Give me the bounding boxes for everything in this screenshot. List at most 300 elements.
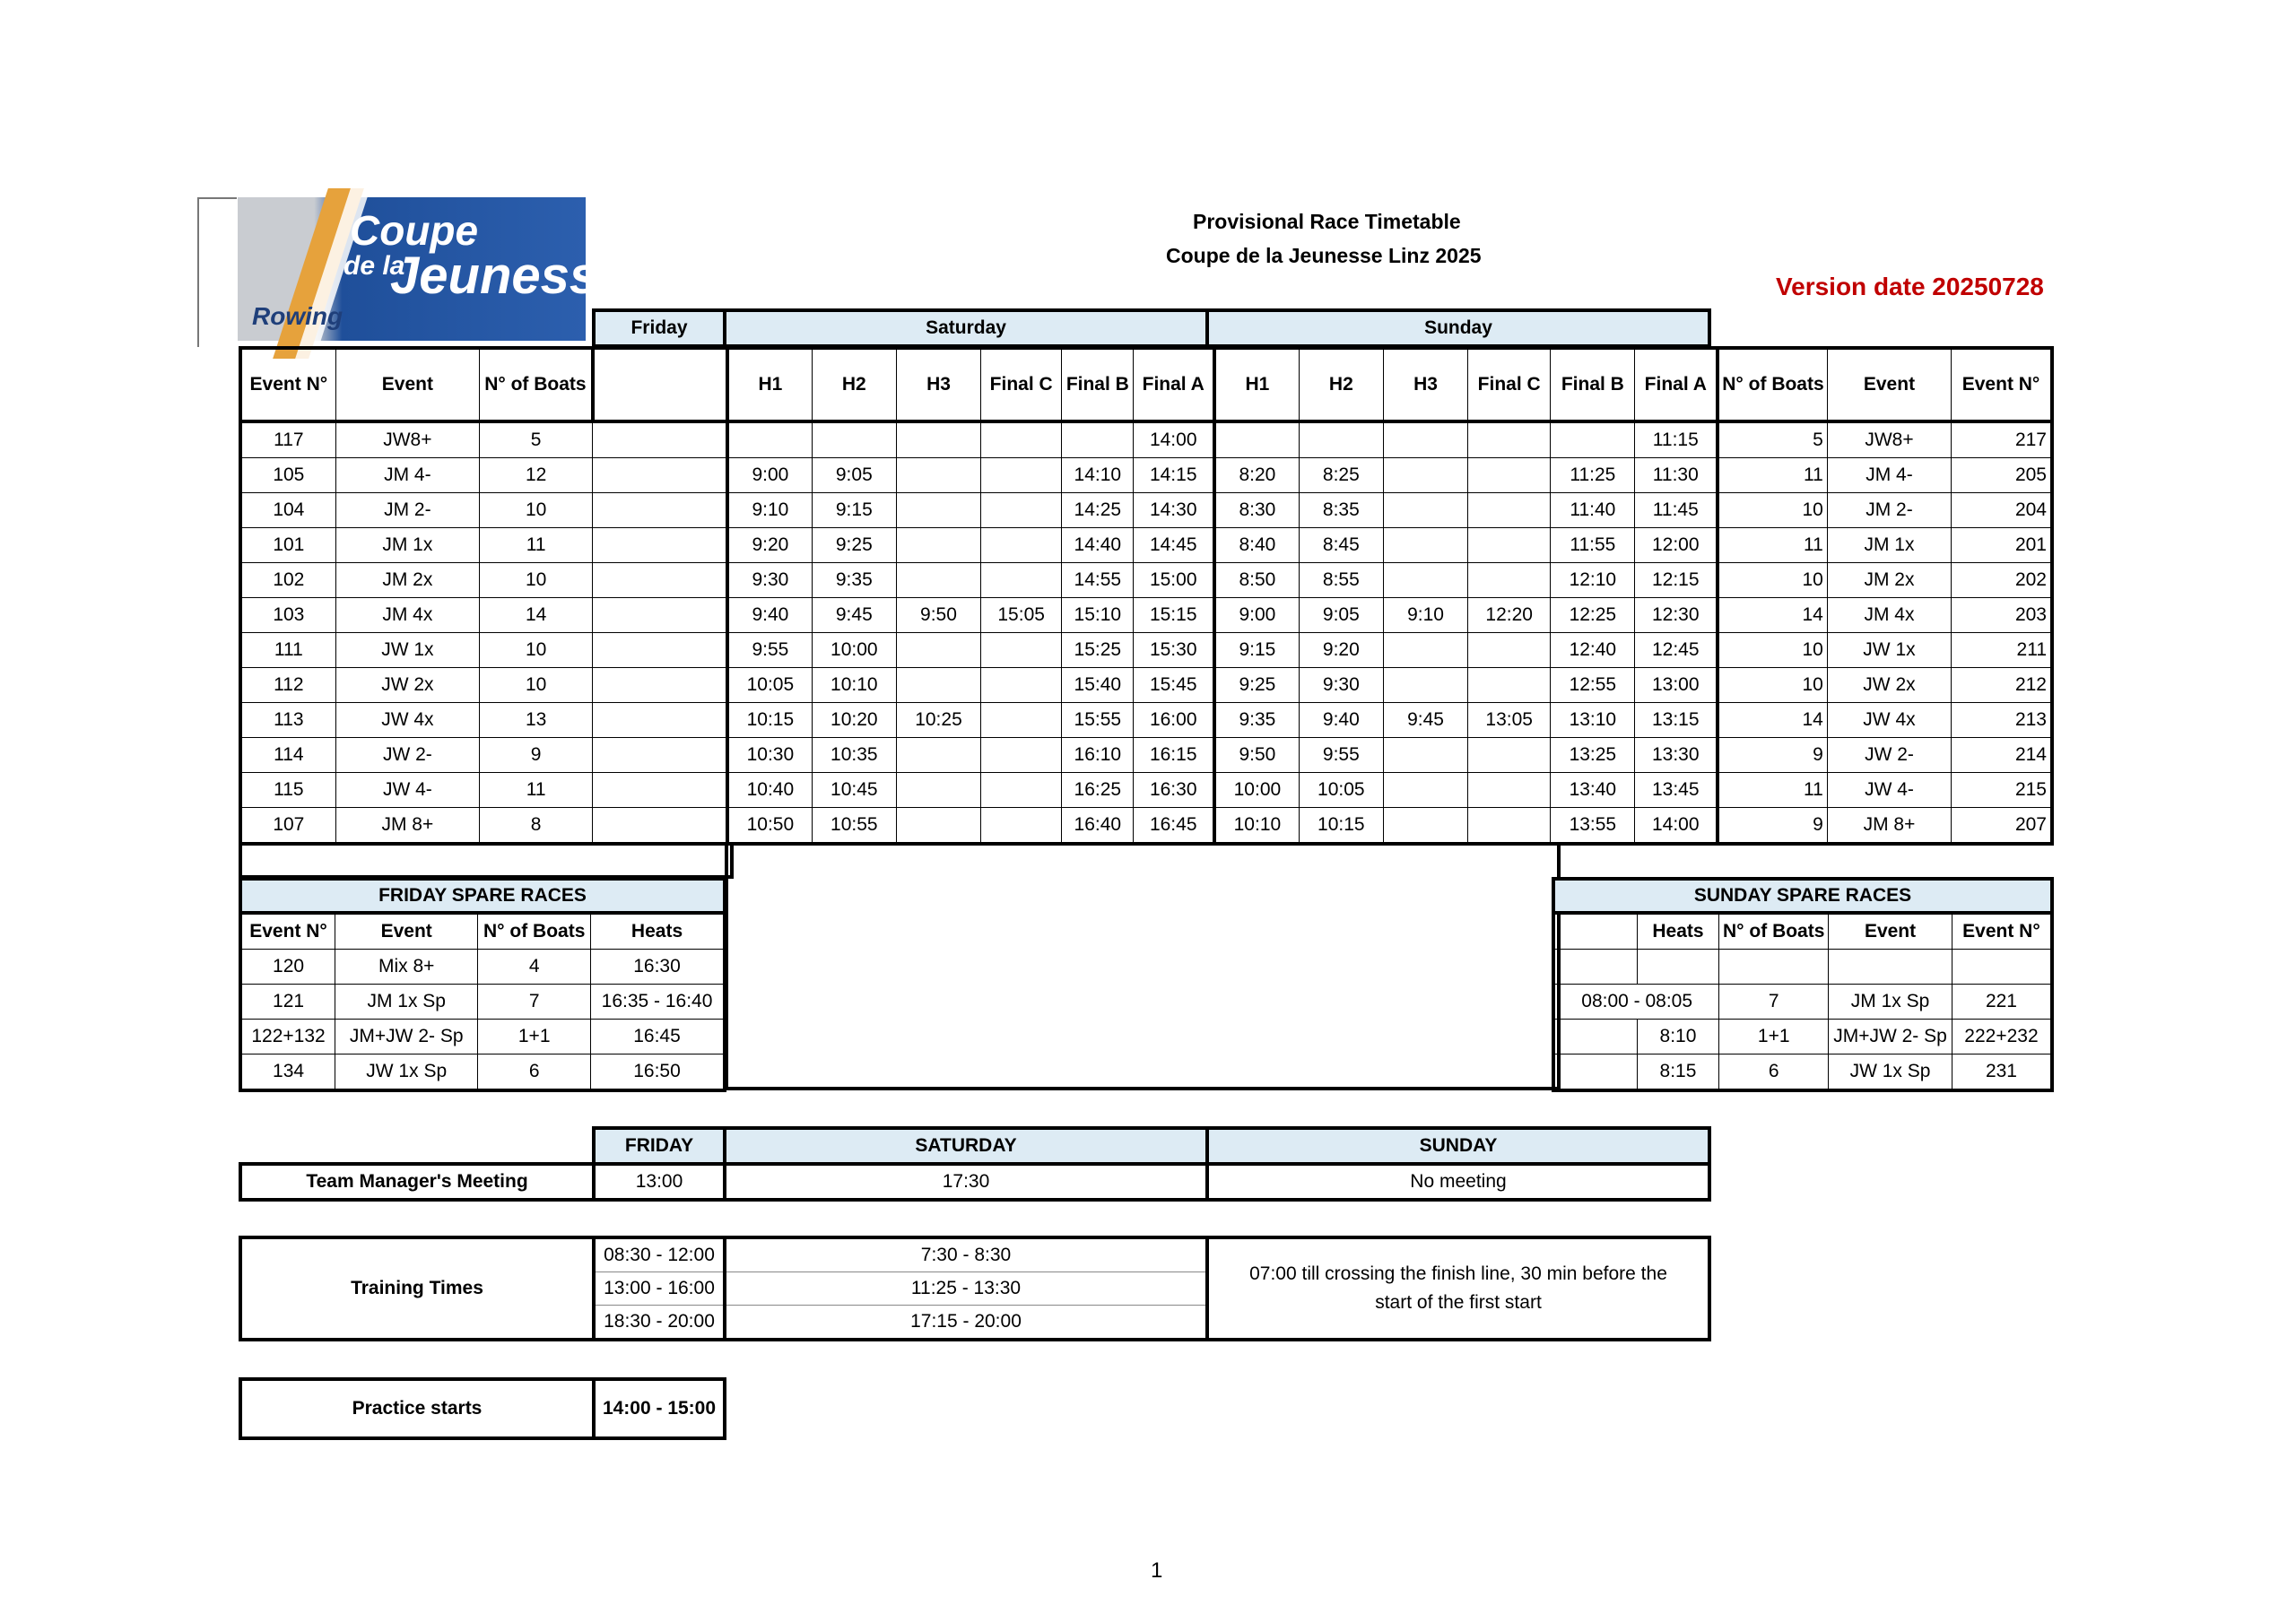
table-cell: 14:10 [1062, 458, 1134, 493]
table-cell [1719, 950, 1829, 985]
column-header: Final B [1062, 348, 1134, 421]
table-cell: 14:40 [1062, 528, 1134, 563]
table-cell: JW 2- [335, 738, 479, 773]
table-cell [1383, 738, 1467, 773]
table-cell: 14 [480, 598, 593, 633]
column-header: Event N° [240, 348, 335, 421]
column-header: Final A [1635, 348, 1718, 421]
table-row [240, 738, 2052, 773]
day-header-band [592, 308, 1711, 348]
table-row [240, 528, 2052, 563]
table-cell: 10:00 [812, 633, 896, 668]
table-cell [896, 421, 980, 458]
table-cell: 103 [240, 598, 335, 633]
team-manager-meeting [239, 1162, 1711, 1202]
table-cell: 10:50 [727, 808, 812, 845]
table-cell: 111 [240, 633, 335, 668]
table-cell: JM 8+ [335, 808, 479, 845]
table-cell: JM 2x [335, 563, 479, 598]
table-cell: 10 [480, 493, 593, 528]
table-cell: 14 [1718, 703, 1827, 738]
meeting-friday: FRIDAY [594, 1128, 725, 1164]
table-cell [1062, 421, 1134, 458]
timetable [239, 346, 2054, 846]
table-cell: 10 [480, 563, 593, 598]
table-cell: 11:25 [1551, 458, 1635, 493]
table-cell: 14:45 [1134, 528, 1214, 563]
table-cell: 9:30 [727, 563, 812, 598]
table-cell: 8:15 [1637, 1055, 1719, 1091]
table-cell: JM 2- [1827, 493, 1951, 528]
table-cell: 11 [1718, 773, 1827, 808]
table-cell: 9:10 [727, 493, 812, 528]
table-cell: 11 [1718, 528, 1827, 563]
table-row [240, 950, 725, 985]
table-cell: JW 4- [335, 773, 479, 808]
table-cell: 10:05 [1299, 773, 1383, 808]
sunday-spare-title: SUNDAY SPARE RACES [1553, 879, 2052, 913]
table-cell [1637, 950, 1719, 985]
table-cell: 16:10 [1062, 738, 1134, 773]
table-cell [1553, 1020, 1637, 1055]
table-cell [896, 808, 980, 845]
table-cell: JM+JW 2- Sp [335, 1020, 478, 1055]
table-cell: 217 [1952, 421, 2052, 458]
table-cell [981, 493, 1062, 528]
logo-text-dela: de la [344, 251, 405, 281]
table-cell: 12:15 [1635, 563, 1718, 598]
table-cell: 10:35 [812, 738, 896, 773]
coupe-logo [238, 197, 628, 341]
practice-label: Practice starts [240, 1379, 594, 1438]
table-cell [593, 633, 727, 668]
table-cell: 11 [1718, 458, 1827, 493]
table-cell: JW 1x [335, 633, 479, 668]
table-cell: 8 [480, 808, 593, 845]
table-cell: 8:50 [1214, 563, 1299, 598]
table-cell: 10 [1718, 563, 1827, 598]
table-cell: 6 [1719, 1055, 1829, 1091]
table-cell: 11:30 [1635, 458, 1718, 493]
table-cell: 14:25 [1062, 493, 1134, 528]
table-cell [1383, 493, 1467, 528]
table-cell: 122+132 [240, 1020, 335, 1055]
header-row [1553, 913, 2052, 950]
page-number: 1 [1151, 1558, 1163, 1583]
table-cell: 12:45 [1635, 633, 1718, 668]
table-cell: JW 2x [1827, 668, 1951, 703]
table-cell: 9:40 [1299, 703, 1383, 738]
logo-text-jeunesse: Jeunesse [390, 247, 628, 305]
table-cell [1383, 633, 1467, 668]
table-cell: 9 [1718, 808, 1827, 845]
training-times [239, 1236, 1711, 1341]
table-cell [593, 563, 727, 598]
table-cell: 221 [1952, 985, 2052, 1020]
column-header: Final B [1551, 348, 1635, 421]
table-cell [896, 528, 980, 563]
table-cell: 11:15 [1635, 421, 1718, 458]
table-cell: 207 [1952, 808, 2052, 845]
version-date: Version date 20250728 [1776, 273, 2044, 300]
table-cell: 9:20 [1299, 633, 1383, 668]
practice-time: 14:00 - 15:00 [594, 1379, 725, 1438]
table-cell: 9:00 [1214, 598, 1299, 633]
table-cell: 10:55 [812, 808, 896, 845]
table-cell [1383, 808, 1467, 845]
training-sunday-line2: start of the first start [1375, 1292, 1542, 1313]
table-cell [1468, 773, 1551, 808]
training-label: Training Times [240, 1237, 594, 1340]
table-row [240, 808, 2052, 845]
table-cell: 9:05 [1299, 598, 1383, 633]
table-cell: 11:45 [1635, 493, 1718, 528]
table-cell: 9:45 [1383, 703, 1467, 738]
table-cell: 1+1 [478, 1020, 591, 1055]
table-cell: 214 [1952, 738, 2052, 773]
table-cell: 7 [1719, 985, 1829, 1020]
column-header: Event [335, 913, 478, 950]
table-cell: 10:10 [812, 668, 896, 703]
table-cell: 101 [240, 528, 335, 563]
table-cell [1299, 421, 1383, 458]
table-cell: 1+1 [1719, 1020, 1829, 1055]
table-cell: 16:40 [1062, 808, 1134, 845]
table-row [1553, 1020, 2052, 1055]
table-cell [1952, 950, 2052, 985]
table-cell: 15:45 [1134, 668, 1214, 703]
day-saturday: Saturday [725, 310, 1207, 346]
table-cell: 104 [240, 493, 335, 528]
table-cell: 9 [1718, 738, 1827, 773]
table-cell: JW 2- [1827, 738, 1951, 773]
table-cell: 202 [1952, 563, 2052, 598]
table-cell [593, 458, 727, 493]
table-cell: 11 [480, 773, 593, 808]
column-header [1553, 913, 1637, 950]
table-cell: 16:50 [591, 1055, 725, 1091]
table-cell: 10:25 [896, 703, 980, 738]
table-cell [1468, 528, 1551, 563]
table-cell: 9:10 [1383, 598, 1467, 633]
table-cell [593, 528, 727, 563]
table-cell: 6 [478, 1055, 591, 1091]
table-cell: JW 1x [1827, 633, 1951, 668]
training-sunday-line1: 07:00 till crossing the finish line, 30 min before the [1249, 1263, 1667, 1284]
table-cell: 11 [480, 528, 593, 563]
table-cell [593, 703, 727, 738]
table-cell [1214, 421, 1299, 458]
table-cell: JM 8+ [1827, 808, 1951, 845]
table-cell: 102 [240, 563, 335, 598]
table-cell: 105 [240, 458, 335, 493]
column-header: Event N° [1952, 913, 2052, 950]
table-cell: JW 2x [335, 668, 479, 703]
table-cell: 12:10 [1551, 563, 1635, 598]
table-cell: 14:55 [1062, 563, 1134, 598]
table-cell: 15:15 [1134, 598, 1214, 633]
logo-text-rowing: Rowing [252, 302, 344, 330]
table-cell [593, 773, 727, 808]
table-cell: 211 [1952, 633, 2052, 668]
header-row [240, 913, 725, 950]
table-cell: 215 [1952, 773, 2052, 808]
table-cell: 10 [480, 633, 593, 668]
column-header: Event N° [240, 913, 335, 950]
column-header: N° of Boats [1719, 913, 1829, 950]
table-cell: 9:40 [727, 598, 812, 633]
table-cell: 14:30 [1134, 493, 1214, 528]
column-header: H3 [896, 348, 980, 421]
table-cell: 13:15 [1635, 703, 1718, 738]
table-cell [1383, 773, 1467, 808]
table-cell [1383, 528, 1467, 563]
table-cell: 203 [1952, 598, 2052, 633]
table-cell: 9:15 [812, 493, 896, 528]
training-friday-2: 13:00 - 16:00 [594, 1272, 725, 1306]
table-cell: 12:20 [1468, 598, 1551, 633]
table-cell: 134 [240, 1055, 335, 1091]
table-cell: 14:00 [1635, 808, 1718, 845]
table-cell: 14 [1718, 598, 1827, 633]
table-cell: 9:00 [727, 458, 812, 493]
table-cell: 13 [480, 703, 593, 738]
table-cell [593, 598, 727, 633]
table-cell [981, 563, 1062, 598]
column-header: Final C [1468, 348, 1551, 421]
table-cell [1468, 458, 1551, 493]
table-cell: 212 [1952, 668, 2052, 703]
table-cell: 15:55 [1062, 703, 1134, 738]
table-cell: 8:35 [1299, 493, 1383, 528]
table-cell [981, 738, 1062, 773]
training-saturday-3: 17:15 - 20:00 [725, 1306, 1207, 1341]
table-row [240, 1055, 725, 1091]
table-cell: JW 1x Sp [1829, 1055, 1952, 1091]
table-cell: 9:45 [812, 598, 896, 633]
table-cell: JM 4x [335, 598, 479, 633]
table-cell: 14:15 [1134, 458, 1214, 493]
table-cell: 10 [480, 668, 593, 703]
table-row [240, 985, 725, 1020]
training-friday-1: 08:30 - 12:00 [594, 1237, 725, 1272]
table-cell: 10:40 [727, 773, 812, 808]
table-cell: 10:30 [727, 738, 812, 773]
table-cell [1468, 738, 1551, 773]
table-cell: 15:30 [1134, 633, 1214, 668]
table-cell: JM 2- [335, 493, 479, 528]
table-cell [1468, 493, 1551, 528]
table-cell: 10 [1718, 633, 1827, 668]
table-cell: 13:10 [1551, 703, 1635, 738]
logo-frame [197, 197, 237, 347]
table-cell [896, 563, 980, 598]
table-cell [1468, 808, 1551, 845]
table-cell: 16:45 [591, 1020, 725, 1055]
table-cell: 15:00 [1134, 563, 1214, 598]
table-cell: 9:20 [727, 528, 812, 563]
logo-text-coupe: Coupe [350, 207, 479, 254]
blank-region [725, 843, 1561, 1090]
table-cell: 14:00 [1134, 421, 1214, 458]
blank-row-left [239, 843, 734, 879]
table-cell: 08:00 - 08:05 [1553, 985, 1719, 1020]
table-cell: 204 [1952, 493, 2052, 528]
table-cell [1553, 950, 1637, 985]
table-cell: 11:40 [1551, 493, 1635, 528]
table-row [240, 421, 2052, 458]
meeting-sunday: SUNDAY [1207, 1128, 1709, 1164]
table-cell: 4 [478, 950, 591, 985]
table-cell: JW 4x [1827, 703, 1951, 738]
table-cell: 10 [1718, 668, 1827, 703]
table-cell: 15:40 [1062, 668, 1134, 703]
table-cell: 8:10 [1637, 1020, 1719, 1055]
meeting-day-band [592, 1126, 1711, 1166]
table-cell: 16:00 [1134, 703, 1214, 738]
column-header: N° of Boats [480, 348, 593, 421]
table-cell [1468, 633, 1551, 668]
table-cell [981, 633, 1062, 668]
table-cell [981, 703, 1062, 738]
table-row [240, 703, 2052, 738]
table-cell: 8:25 [1299, 458, 1383, 493]
table-cell: 9:55 [727, 633, 812, 668]
table-cell: 13:45 [1635, 773, 1718, 808]
table-cell [981, 668, 1062, 703]
table-cell [1383, 668, 1467, 703]
table-cell: 9:30 [1299, 668, 1383, 703]
table-row [240, 598, 2052, 633]
practice-starts [239, 1377, 726, 1440]
table-cell [896, 458, 980, 493]
table-cell: 107 [240, 808, 335, 845]
column-header [593, 348, 727, 421]
table-cell [812, 421, 896, 458]
column-header: H1 [1214, 348, 1299, 421]
table-cell: 10:10 [1214, 808, 1299, 845]
column-header: Final A [1134, 348, 1214, 421]
header-row [240, 348, 2052, 421]
table-cell [981, 808, 1062, 845]
table-cell: 16:35 - 16:40 [591, 985, 725, 1020]
table-row [240, 1020, 725, 1055]
training-saturday-2: 11:25 - 13:30 [725, 1272, 1207, 1306]
table-cell [1383, 563, 1467, 598]
table-cell: 9:50 [896, 598, 980, 633]
table-cell: 5 [1718, 421, 1827, 458]
table-cell: JW 4x [335, 703, 479, 738]
column-header: Event [335, 348, 479, 421]
table-cell: JM 1x [335, 528, 479, 563]
table-cell [896, 738, 980, 773]
table-cell: 112 [240, 668, 335, 703]
table-cell: JM 1x [1827, 528, 1951, 563]
column-header: Event [1829, 913, 1952, 950]
column-header: H3 [1383, 348, 1467, 421]
table-cell: 10:15 [727, 703, 812, 738]
column-header: Event [1827, 348, 1951, 421]
table-cell: 213 [1952, 703, 2052, 738]
column-header: Event N° [1952, 348, 2052, 421]
table-cell [593, 808, 727, 845]
table-cell [593, 668, 727, 703]
table-cell: 9:35 [1214, 703, 1299, 738]
table-cell: 10:00 [1214, 773, 1299, 808]
table-cell [896, 493, 980, 528]
table-cell: 15:10 [1062, 598, 1134, 633]
table-cell: JW 4- [1827, 773, 1951, 808]
table-cell: 13:05 [1468, 703, 1551, 738]
table-cell [896, 773, 980, 808]
table-cell: 9 [480, 738, 593, 773]
table-cell: 9:15 [1214, 633, 1299, 668]
table-row [1553, 985, 2052, 1020]
table-cell: 12 [480, 458, 593, 493]
table-cell: 13:55 [1551, 808, 1635, 845]
table-cell: 16:30 [1134, 773, 1214, 808]
document-subtitle: Coupe de la Jeunesse Linz 2025 [1166, 244, 1482, 267]
table-cell: 8:30 [1214, 493, 1299, 528]
table-cell: 121 [240, 985, 335, 1020]
column-header: H1 [727, 348, 812, 421]
table-cell [1383, 458, 1467, 493]
table-row [240, 458, 2052, 493]
table-cell [1383, 421, 1467, 458]
table-cell [981, 773, 1062, 808]
table-cell: 7 [478, 985, 591, 1020]
meeting-sunday-time: No meeting [1207, 1164, 1709, 1200]
table-row [240, 773, 2052, 808]
column-header: Heats [1637, 913, 1719, 950]
table-cell [981, 458, 1062, 493]
table-cell: JM+JW 2- Sp [1829, 1020, 1952, 1055]
table-cell: 12:30 [1635, 598, 1718, 633]
table-cell: 13:00 [1635, 668, 1718, 703]
table-cell: 8:20 [1214, 458, 1299, 493]
column-header: Final C [981, 348, 1062, 421]
table-cell [727, 421, 812, 458]
table-cell: 10:05 [727, 668, 812, 703]
friday-spare-title: FRIDAY SPARE RACES [240, 879, 725, 913]
table-cell: 10:45 [812, 773, 896, 808]
table-cell [896, 633, 980, 668]
table-cell: JM 1x Sp [1829, 985, 1952, 1020]
table-row [240, 668, 2052, 703]
table-cell: 16:15 [1134, 738, 1214, 773]
table-cell: 8:45 [1299, 528, 1383, 563]
table-row [240, 493, 2052, 528]
meeting-saturday-time: 17:30 [725, 1164, 1207, 1200]
friday-spare-races [239, 877, 726, 1092]
day-sunday: Sunday [1207, 310, 1709, 346]
table-cell [593, 738, 727, 773]
table-cell [593, 493, 727, 528]
column-header: N° of Boats [1718, 348, 1827, 421]
table-cell: 11:55 [1551, 528, 1635, 563]
table-cell: 15:25 [1062, 633, 1134, 668]
table-cell [1468, 421, 1551, 458]
training-sunday [1207, 1237, 1709, 1340]
table-cell: 8:55 [1299, 563, 1383, 598]
table-cell: 201 [1952, 528, 2052, 563]
table-cell: JM 4- [335, 458, 479, 493]
table-cell [1468, 668, 1551, 703]
table-cell: 10:15 [1299, 808, 1383, 845]
training-saturday-1: 7:30 - 8:30 [725, 1237, 1207, 1272]
table-cell [981, 528, 1062, 563]
table-cell [1468, 563, 1551, 598]
